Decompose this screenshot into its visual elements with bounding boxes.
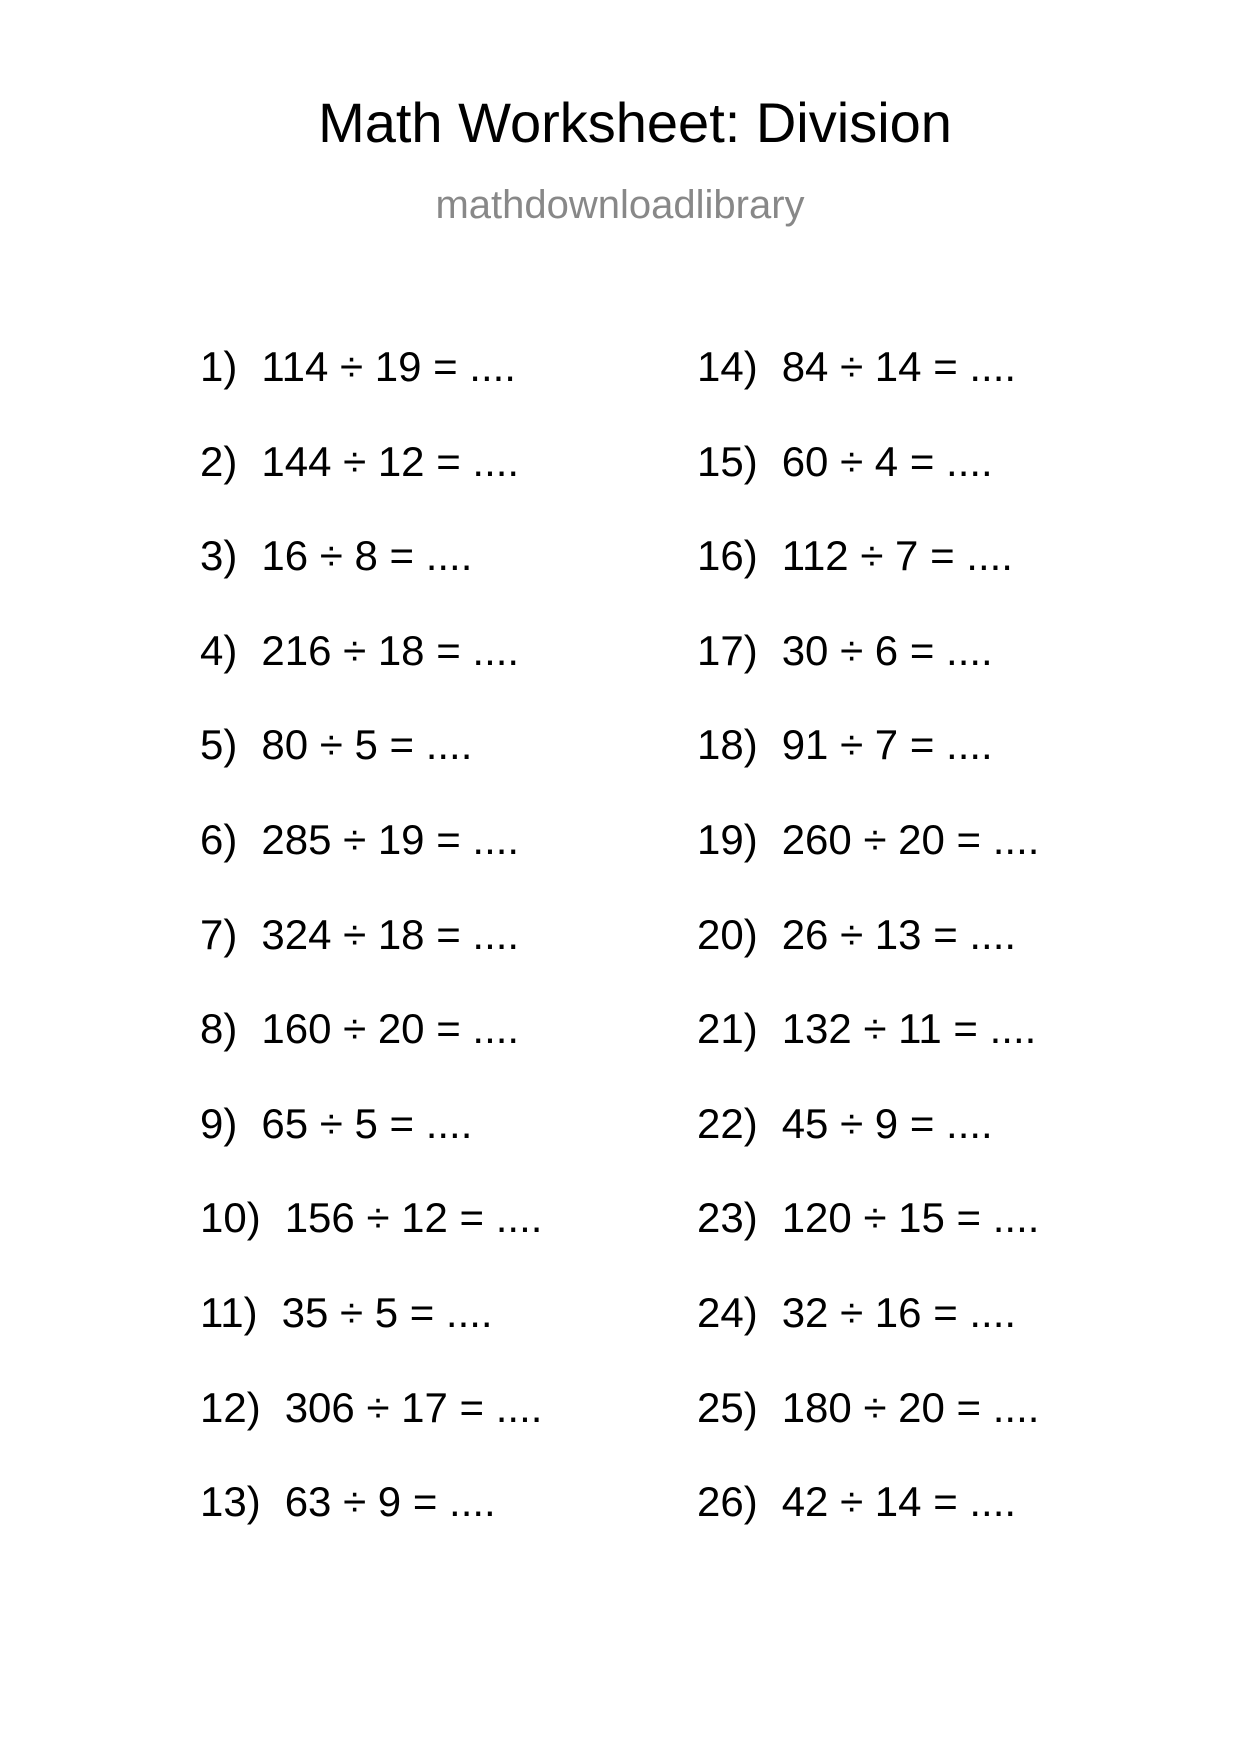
problem-expression: 306 ÷ 17 = .... xyxy=(284,1383,543,1431)
problem-expression: 324 ÷ 18 = .... xyxy=(261,910,520,958)
problem-expression: 285 ÷ 19 = .... xyxy=(261,815,520,863)
problem-item xyxy=(200,626,542,725)
problem-expression: 30 ÷ 6 = .... xyxy=(781,626,993,674)
problem-number: 5) xyxy=(200,721,238,769)
problem-column-left xyxy=(200,343,543,1576)
problem-number: 22) xyxy=(697,1099,758,1147)
problem-item xyxy=(200,910,542,1009)
problem-expression: 32 ÷ 16 = .... xyxy=(781,1288,1017,1336)
problem-item xyxy=(200,343,542,441)
problem-expression: 160 ÷ 20 = .... xyxy=(261,1005,520,1053)
problem-item xyxy=(697,1099,1039,1198)
problem-expression: 42 ÷ 14 = .... xyxy=(781,1478,1017,1526)
problem-number: 1) xyxy=(200,343,238,390)
problem-expression: 260 ÷ 20 = .... xyxy=(781,815,1040,863)
problem-expression: 26 ÷ 13 = .... xyxy=(781,910,1017,958)
worksheet-subtitle: mathdownloadlibrary xyxy=(435,183,805,227)
problem-number: 2) xyxy=(200,437,238,485)
problem-expression: 65 ÷ 5 = .... xyxy=(261,1099,473,1147)
problem-item xyxy=(200,1383,543,1482)
worksheet-title: Math Worksheet: Division xyxy=(318,91,952,154)
problem-item xyxy=(200,1288,542,1387)
problem-number: 12) xyxy=(200,1383,261,1431)
problem-expression: 80 ÷ 5 = .... xyxy=(261,721,473,769)
problem-expression: 112 ÷ 7 = .... xyxy=(781,532,1013,580)
problem-grid xyxy=(0,343,1240,1526)
problem-item xyxy=(697,1478,1039,1576)
problem-expression: 132 ÷ 11 = .... xyxy=(781,1005,1037,1053)
problem-item xyxy=(200,1194,543,1292)
problem-item xyxy=(200,815,542,914)
problem-item xyxy=(697,343,1039,441)
problem-number: 16) xyxy=(697,532,758,580)
problem-number: 7) xyxy=(200,910,238,958)
problem-number: 23) xyxy=(697,1194,758,1242)
problem-expression: 35 ÷ 5 = .... xyxy=(281,1288,493,1336)
problem-item xyxy=(697,815,1040,914)
problem-number: 18) xyxy=(697,721,758,769)
problem-expression: 156 ÷ 12 = .... xyxy=(284,1194,543,1242)
problem-number: 4) xyxy=(200,626,238,674)
problem-item xyxy=(200,1478,542,1576)
problem-number: 17) xyxy=(697,626,758,674)
problem-item xyxy=(697,1194,1040,1292)
problem-expression: 180 ÷ 20 = .... xyxy=(781,1383,1040,1431)
problem-expression: 216 ÷ 18 = .... xyxy=(261,626,520,674)
problem-item xyxy=(697,532,1039,630)
problem-expression: 45 ÷ 9 = .... xyxy=(781,1099,993,1147)
problem-number: 13) xyxy=(200,1478,261,1526)
problem-item xyxy=(200,437,542,536)
problem-item xyxy=(697,910,1039,1009)
problem-expression: 91 ÷ 7 = .... xyxy=(781,721,993,769)
problem-expression: 114 ÷ 19 = .... xyxy=(261,343,516,390)
problem-number: 25) xyxy=(697,1383,758,1431)
problem-item xyxy=(697,1383,1040,1482)
problem-column-right xyxy=(697,343,1040,1576)
problem-item xyxy=(200,532,542,630)
problem-item xyxy=(200,1005,542,1103)
problem-item xyxy=(697,1005,1039,1103)
problem-item xyxy=(697,437,1039,536)
problem-number: 21) xyxy=(697,1005,758,1053)
problem-expression: 16 ÷ 8 = .... xyxy=(261,532,473,580)
problem-number: 15) xyxy=(697,437,758,485)
problem-item xyxy=(200,721,542,819)
problem-item xyxy=(697,721,1039,819)
problem-number: 10) xyxy=(200,1194,261,1242)
problem-expression: 60 ÷ 4 = .... xyxy=(781,437,993,485)
problem-number: 9) xyxy=(200,1099,238,1147)
problem-expression: 63 ÷ 9 = .... xyxy=(284,1478,496,1526)
problem-number: 19) xyxy=(697,815,758,863)
problem-expression: 120 ÷ 15 = .... xyxy=(781,1194,1040,1242)
problem-item xyxy=(697,1288,1039,1387)
problem-number: 6) xyxy=(200,815,238,863)
problem-number: 24) xyxy=(697,1288,758,1336)
problem-expression: 144 ÷ 12 = .... xyxy=(261,437,520,485)
problem-number: 11) xyxy=(200,1288,258,1336)
problem-number: 8) xyxy=(200,1005,238,1053)
problem-item xyxy=(697,626,1039,725)
problem-number: 26) xyxy=(697,1478,758,1526)
problem-number: 20) xyxy=(697,910,758,958)
problem-number: 14) xyxy=(697,343,758,390)
problem-number: 3) xyxy=(200,532,238,580)
problem-expression: 84 ÷ 14 = .... xyxy=(781,343,1017,390)
problem-item xyxy=(200,1099,542,1198)
